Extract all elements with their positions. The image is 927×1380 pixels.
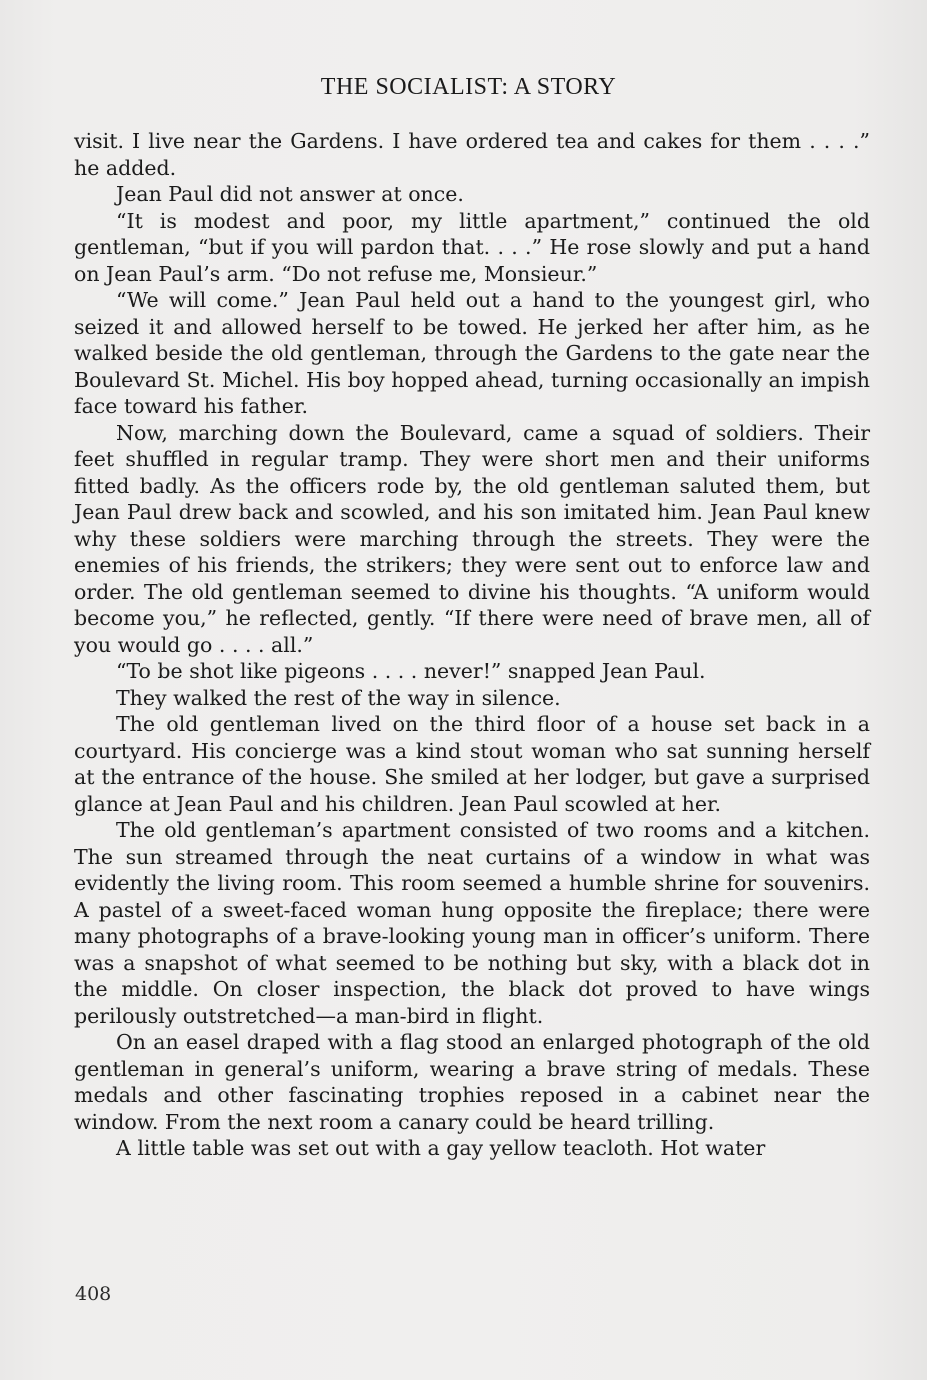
running-header: THE SOCIALIST: A STORY: [320, 74, 617, 100]
paragraph-5: Now, marching down the Boulevard, came a squad of soldiers. Their feet shuffled in regular tramp. They were short men and their uniforms fitted badly. As the officers rode by, the old gentleman saluted them, but Jean Paul drew back and scowled, and his son imitated him. Jean Paul knew why these soldiers were marching through the streets. They were the enemies of his friends, the strikers; they were sent out to enforce law and order. The old gentleman seemed to divine his thoughts. “A uniform would become you,” he reflected, gently. “If there were need of brave men, all of you would go . . . . all.”: [74, 420, 870, 657]
paragraph-8: The old gentleman lived on the third floor of a house set back in a courtyard. His concierge was a kind stout woman who sat sunning herself at the entrance of the house. She smiled at her lodger, but gave a surprised glance at Jean Paul and his children. Jean Paul scowled at her.: [74, 712, 870, 816]
paragraph-10: On an easel draped with a flag stood an enlarged photograph of the old gentleman in general’s uniform, wearing a brave string of medals. These medals and other fascinating trophies reposed in a cabinet near the window. From the next room a canary could be heard trilling.: [74, 1030, 870, 1134]
paragraph-9: The old gentleman’s apartment consisted of two rooms and a kitchen. The sun streamed through the neat curtains of a window in what was evidently the living room. This room seemed a humble shrine for souvenirs. A pastel of a sweet-faced woman hung opposite the fireplace; there were many photographs of a brave-looking young man in officer’s uniform. There was a snapshot of what seemed to be nothing but sky, with a black dot in the middle. On closer inspection, the black dot proved to have wings perilously outstretched—a man-bird in flight.: [74, 818, 870, 1028]
paragraph-7: They walked the rest of the way in silence.: [116, 685, 561, 710]
paragraph-4: “We will come.” Jean Paul held out a hand to the youngest girl, who seized it and allowed herself to be towed. He jerked her after him, as he walked beside the old gentleman, through the Gardens to the gate near the Boulevard St. Michel. His boy hopped ahead, turning occasionally an impish face toward his father.: [74, 288, 870, 418]
paragraph-11: A little table was set out with a gay yellow teacloth. Hot water: [116, 1136, 766, 1160]
page-number: 408: [75, 1283, 112, 1305]
story-text: [74, 128, 870, 1162]
paragraph-1: visit. I live near the Gardens. I have ordered tea and cakes for them . . . .” he added.: [74, 129, 870, 180]
paragraph-2: Jean Paul did not answer at once.: [116, 182, 464, 206]
paragraph-3: “It is modest and poor, my little apartment,” continued the old gentleman, “but if you will pardon that. . . .” He rose slowly and put a hand on Jean Paul’s arm. “Do not refuse me, Monsieur.”: [74, 208, 870, 286]
paragraph-6: “To be shot like pigeons . . . . never!” snapped Jean Paul.: [116, 659, 706, 683]
